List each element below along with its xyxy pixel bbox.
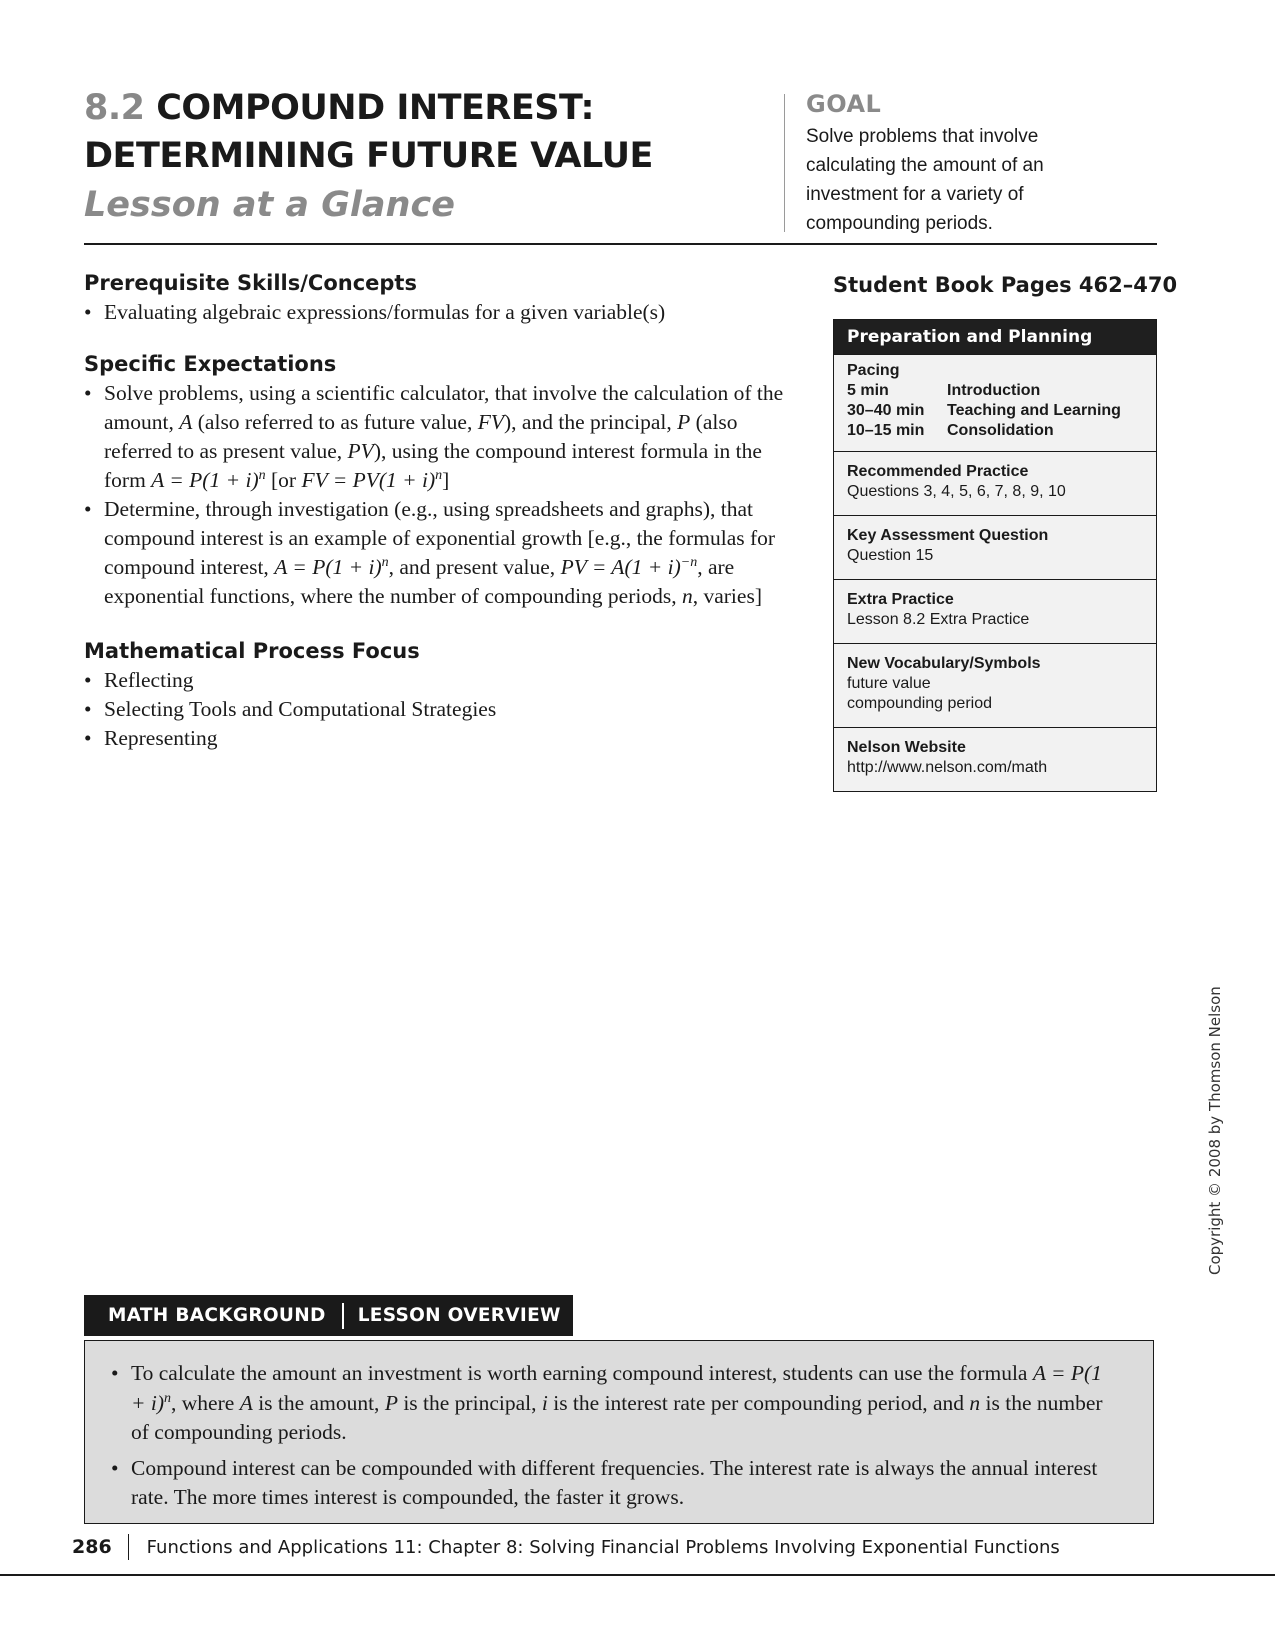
website-label: Nelson Website — [847, 739, 966, 756]
math-background-box — [84, 1340, 1154, 1524]
title-divider — [784, 94, 785, 232]
vocab-label: New Vocabulary/Symbols — [847, 655, 1041, 672]
vocabulary-cell — [834, 643, 1156, 727]
vocab-item: compounding period — [847, 695, 992, 712]
pacing-label: Pacing — [847, 362, 900, 379]
extra-value: Lesson 8.2 Extra Practice — [847, 611, 1030, 628]
recommended-practice-cell — [834, 451, 1156, 515]
key-value: Question 15 — [847, 547, 934, 564]
process-list — [84, 666, 784, 753]
extra-practice-cell — [834, 579, 1156, 643]
goal-line: calculating the amount of an — [806, 155, 1044, 176]
prerequisite-heading: Prerequisite Skills/Concepts — [84, 271, 417, 295]
footer-separator — [128, 1534, 129, 1560]
prerequisite-list — [84, 298, 784, 327]
tab-math-background: MATH BACKGROUND — [108, 1305, 326, 1326]
title-line-1: COMPOUND INTEREST: — [156, 88, 594, 128]
goal-text — [806, 122, 1136, 238]
list-item: • Reflecting — [84, 666, 784, 695]
website-cell — [834, 727, 1156, 791]
expectations-list — [84, 379, 784, 611]
key-label: Key Assessment Question — [847, 527, 1049, 544]
background-list — [111, 1359, 1121, 1513]
pacing-row: 30–40 min Teaching and Learning — [847, 402, 1121, 419]
copyright-notice: Copyright © 2008 by Thomson Nelson — [1206, 986, 1224, 1275]
extra-label: Extra Practice — [847, 591, 954, 608]
vocab-item: future value — [847, 675, 931, 692]
goal-line: investment for a variety of — [806, 184, 1024, 205]
title-line-2: DETERMINING FUTURE VALUE — [84, 136, 653, 176]
left-column — [84, 268, 784, 753]
key-assessment-cell — [834, 515, 1156, 579]
practice-value: Questions 3, 4, 5, 6, 7, 8, 9, 10 — [847, 483, 1066, 500]
pacing-cell — [834, 354, 1156, 451]
goal-line: Solve problems that involve — [806, 126, 1039, 147]
page-footer — [72, 1534, 1060, 1560]
page-number: 286 — [72, 1536, 112, 1558]
list-item: • To calculate the amount an investment is worth earning compound interest, students can use the formula $A = P(1 + i)^n$, where A is the amount, P is the principal, i is the interest rate per compounding period, and n is the number of compounding periods. — [111, 1359, 1121, 1448]
list-item: • Compound interest can be compounded with different frequencies. The interest rate is always the annual interest rate. The more times interest is compounded, the faster it grows. — [111, 1454, 1121, 1513]
prep-header: Preparation and Planning — [834, 320, 1156, 354]
footer-text: Functions and Applications 11: Chapter 8: Solving Financial Problems Involving Exponential Functions — [146, 1536, 1060, 1558]
goal-heading: GOAL — [806, 90, 882, 118]
list-item: • Determine, through investigation (e.g., using spreadsheets and graphs), that compound interest is an example of exponential growth [e.g., the formulas for compound interest, $A = P(1 + i)^n$, and present value, PV = $A(1 + i)^{-n}$, are exponential functions, where the number of compounding periods, n, varies] — [84, 495, 784, 611]
footer-rule — [0, 1574, 1275, 1576]
list-item: • Selecting Tools and Computational Strategies — [84, 695, 784, 724]
student-book-pages: Student Book Pages 462–470 — [833, 273, 1178, 297]
pacing-row: 10–15 min Consolidation — [847, 422, 1054, 439]
list-item: • Solve problems, using a scientific calculator, that involve the calculation of the amount, A (also referred to as future value, FV), and the principal, P (also referred to as present value, PV), using the compound interest formula in the form $A = P(1 + i)^n$ [or FV = $PV(1 + i)^n$] — [84, 379, 784, 495]
list-item: • Representing — [84, 724, 784, 753]
website-link[interactable]: http://www.nelson.com/math — [847, 759, 1048, 776]
expectations-heading: Specific Expectations — [84, 352, 337, 376]
preparation-planning-box — [833, 319, 1157, 792]
math-background-tabs — [84, 1295, 573, 1336]
page-title — [84, 84, 764, 132]
lesson-subtitle: Lesson at a Glance — [84, 185, 455, 225]
goal-block — [806, 88, 1136, 238]
list-item: • Evaluating algebraic expressions/formulas for a given variable(s) — [84, 298, 784, 327]
title-block — [84, 84, 764, 230]
header-rule — [84, 243, 1157, 245]
tab-separator — [342, 1303, 344, 1329]
lesson-number: 8.2 — [84, 88, 145, 128]
process-heading: Mathematical Process Focus — [84, 639, 420, 663]
goal-line: compounding periods. — [806, 213, 993, 234]
practice-label: Recommended Practice — [847, 463, 1029, 480]
pacing-row: 5 min Introduction — [847, 382, 1041, 399]
tab-lesson-overview: LESSON OVERVIEW — [357, 1305, 561, 1326]
